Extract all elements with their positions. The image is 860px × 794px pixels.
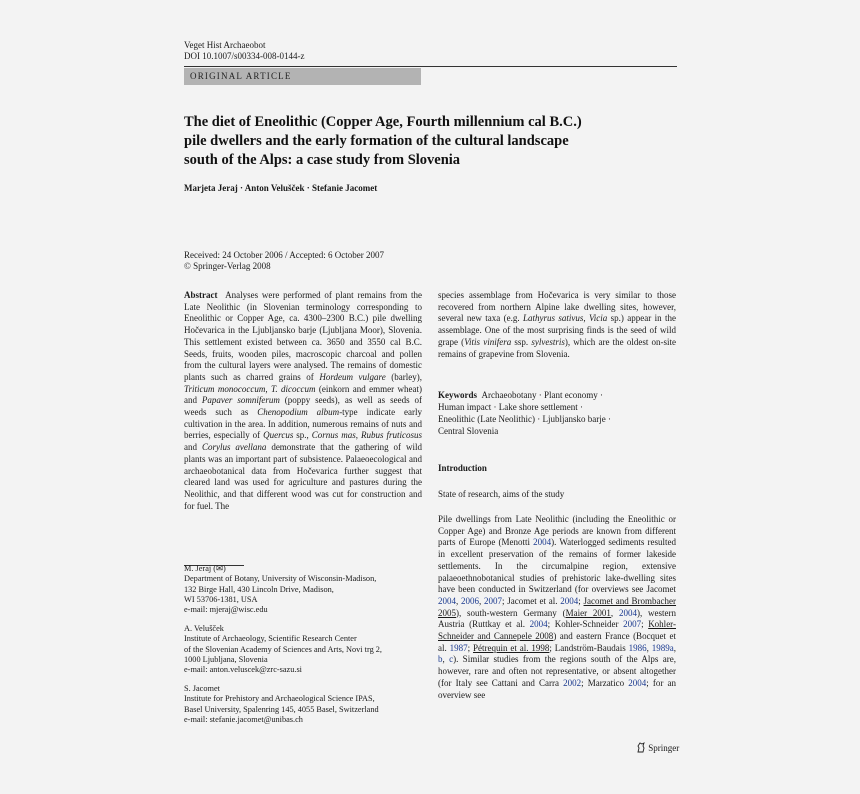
citation-link[interactable]: Jacomet and Brombacher 2005 [438, 595, 677, 618]
publisher-logo [636, 742, 679, 754]
citation-link[interactable]: 2004 [529, 619, 548, 630]
email-veluscek[interactable]: e-mail: anton.veluscek@zrc-sazu.si [184, 665, 302, 675]
citation-link[interactable]: 2004 [533, 537, 552, 548]
copyright: © Springer-Verlag 2008 [184, 261, 271, 271]
article-type: ORIGINAL ARTICLE [190, 71, 292, 81]
abstract-label: Abstract [184, 290, 218, 300]
abstract-left-column [184, 290, 422, 512]
keywords-block: Keywords Archaeobotany · Plant economy · Human impact · Lake shore settlement · Eneolithic (Late Neolithic) · Ljubljansko barje · Central Slovenia [438, 390, 611, 436]
section-heading-introduction: Introduction [438, 463, 487, 473]
citation-link[interactable]: 2007 [623, 619, 642, 630]
title-line-2: pile dwellers and the early formation of the cultural landscape [184, 133, 569, 149]
journal-header [184, 40, 484, 62]
citation-link[interactable]: Maier 2001 [565, 607, 611, 618]
title-line-1: The diet of Eneolithic (Copper Age, Fourth millennium cal B.C.) [184, 114, 582, 130]
affiliation-jeraj: M. Jeraj (✉) Department of Botany, University of Wisconsin-Madison, 132 Birge Hall, 430 Lincoln Drive, Madison, WI 53706-1381, USA e-mail: mjeraj@wisc.edu [184, 564, 424, 615]
citation-link[interactable]: 2004 [628, 677, 647, 688]
publisher-name: Springer [648, 743, 680, 753]
abstract-continuation: species assemblage from Hočevarica is very similar to those recovered from northern Alpine lake dwelling sites, however, several new taxa (e.g. Lathyrus sativus, Vicia sp.) appear in the assemblage. One of the most surprising finds is the seed of wild grape (Vitis vinifera ssp. sylvestris), which are the oldest on-site remains of grapevine from Slovenia. [438, 290, 677, 359]
citation-link[interactable]: b [438, 654, 443, 665]
header-rule [184, 66, 677, 67]
citation-link[interactable]: 1987 [449, 642, 468, 653]
affiliation-veluscek: A. Velušček Institute of Archaeology, Scientific Research Center of the Slovenian Academy of Sciences and Arts, Novi trg 2, 1000 Ljubljana, Slovenia e-mail: anton.veluscek@zrc-sazu.si [184, 624, 424, 675]
keywords-label: Keywords [438, 390, 477, 400]
citation-link[interactable]: 2006 [461, 595, 480, 606]
email-jeraj[interactable]: e-mail: mjeraj@wisc.edu [184, 605, 268, 615]
citation-link[interactable]: Kohler-Schneider and Cannepele 2008 [438, 619, 676, 642]
introduction-text: Pile dwellings from Late Neolithic (including the Eneolithic or Copper Age) and Bronze Age periods are known from different parts of Europe (Menotti 2004). Waterlogged sediments resulted in excellent preservation of the remains of former lakeside settlements. In the circumalpine region, extensive palaeoethnobotanical studies of prehistoric lake-dwelling sites have been conducted in Switzerland (for overviews see Jacomet 2004, 2006, 2007; Jacomet et al. 2004; Jacomet and Brombacher 2005), south-western Germany (Maier 2001, 2004), western Austria (Ruttkay et al. 2004; Kohler-Schneider 2007; Kohler-Schneider and Cannepele 2008) and eastern France (Bocquet et al. 1987; Pétrequin et al. 1998; Landström-Baudais 1986, 1989a, b, c). Similar studies from the regions south of the Alps are, however, rare and often not representative, or absent altogether (for Italy see Cattani and Carra 2002; Marzatico 2004; for an overview see [438, 514, 677, 700]
affiliation-jacomet: S. Jacomet Institute for Prehistory and Archaeological Science IPAS, Basel University, Spalenring 145, 4055 Basel, Switzerland e-mail: stefanie.jacomet@unibas.ch [184, 684, 424, 725]
citation-link[interactable]: 2004 [560, 595, 579, 606]
title-line-3: south of the Alps: a case study from Slovenia [184, 152, 461, 168]
author-list: Marjeta Jeraj · Anton Velušček · Stefanie Jacomet [184, 183, 378, 193]
article-dates [184, 250, 484, 272]
citation-link[interactable]: c [449, 654, 454, 665]
article-title [184, 113, 654, 170]
abstract-right-column [438, 290, 676, 360]
subsection-heading: State of research, aims of the study [438, 489, 565, 499]
citation-link[interactable]: 2002 [563, 677, 582, 688]
citation-link[interactable]: 2004 [618, 607, 637, 618]
citation-link[interactable]: 1986 [628, 642, 647, 653]
citation-link[interactable]: 1989a [651, 642, 674, 653]
citation-link[interactable]: Pétrequin et al. 1998 [473, 642, 550, 653]
citation-link[interactable]: 2004 [438, 595, 456, 606]
doi[interactable]: DOI 10.1007/s00334-008-0144-z [184, 51, 305, 61]
received-accepted: Received: 24 October 2006 / Accepted: 6 October 2007 [184, 250, 384, 260]
journal-name: Veget Hist Archaeobot [184, 40, 266, 50]
springer-horse-icon [636, 742, 646, 753]
citation-link[interactable]: 2007 [484, 595, 503, 606]
abstract-text: Abstract Analyses were performed of plant remains from the Late Neolithic (in Slovenian terminology corresponding to Eneolithic or Copper Age, ca. 4300–2300 B.C.) pile dwelling Hočevarica in the Ljubljansko barje (Ljubljana Moor), Slovenia. This settlement existed between ca. 3650 and 3550 cal B.C. Seeds, fruits, wooden piles, macroscopic charcoal and pollen from the cultural layers were analysed. The remains of domestic plants such as charred grains of Hordeum vulgare (barley), Triticum monococcum, T. dicoccum (einkorn and emmer wheat) and Papaver somniferum (poppy seeds), as well as seeds of weeds such as Chenopodium album-type indicate early cultivation in the area. In addition, numerous remains of nuts and berries, especially of Quercus sp., Cornus mas, Rubus fruticosus and Corylus avellana demonstrate that the gathering of wild plants was an important part of subsistence. Palaeoecological and archaeobotanical data from Hočevarica further suggest that cleared land was used for agriculture and pastures during the Neolithic, and that different wood was cut for construction and for fuel. The [184, 290, 423, 511]
email-jacomet[interactable]: e-mail: stefanie.jacomet@unibas.ch [184, 714, 303, 724]
